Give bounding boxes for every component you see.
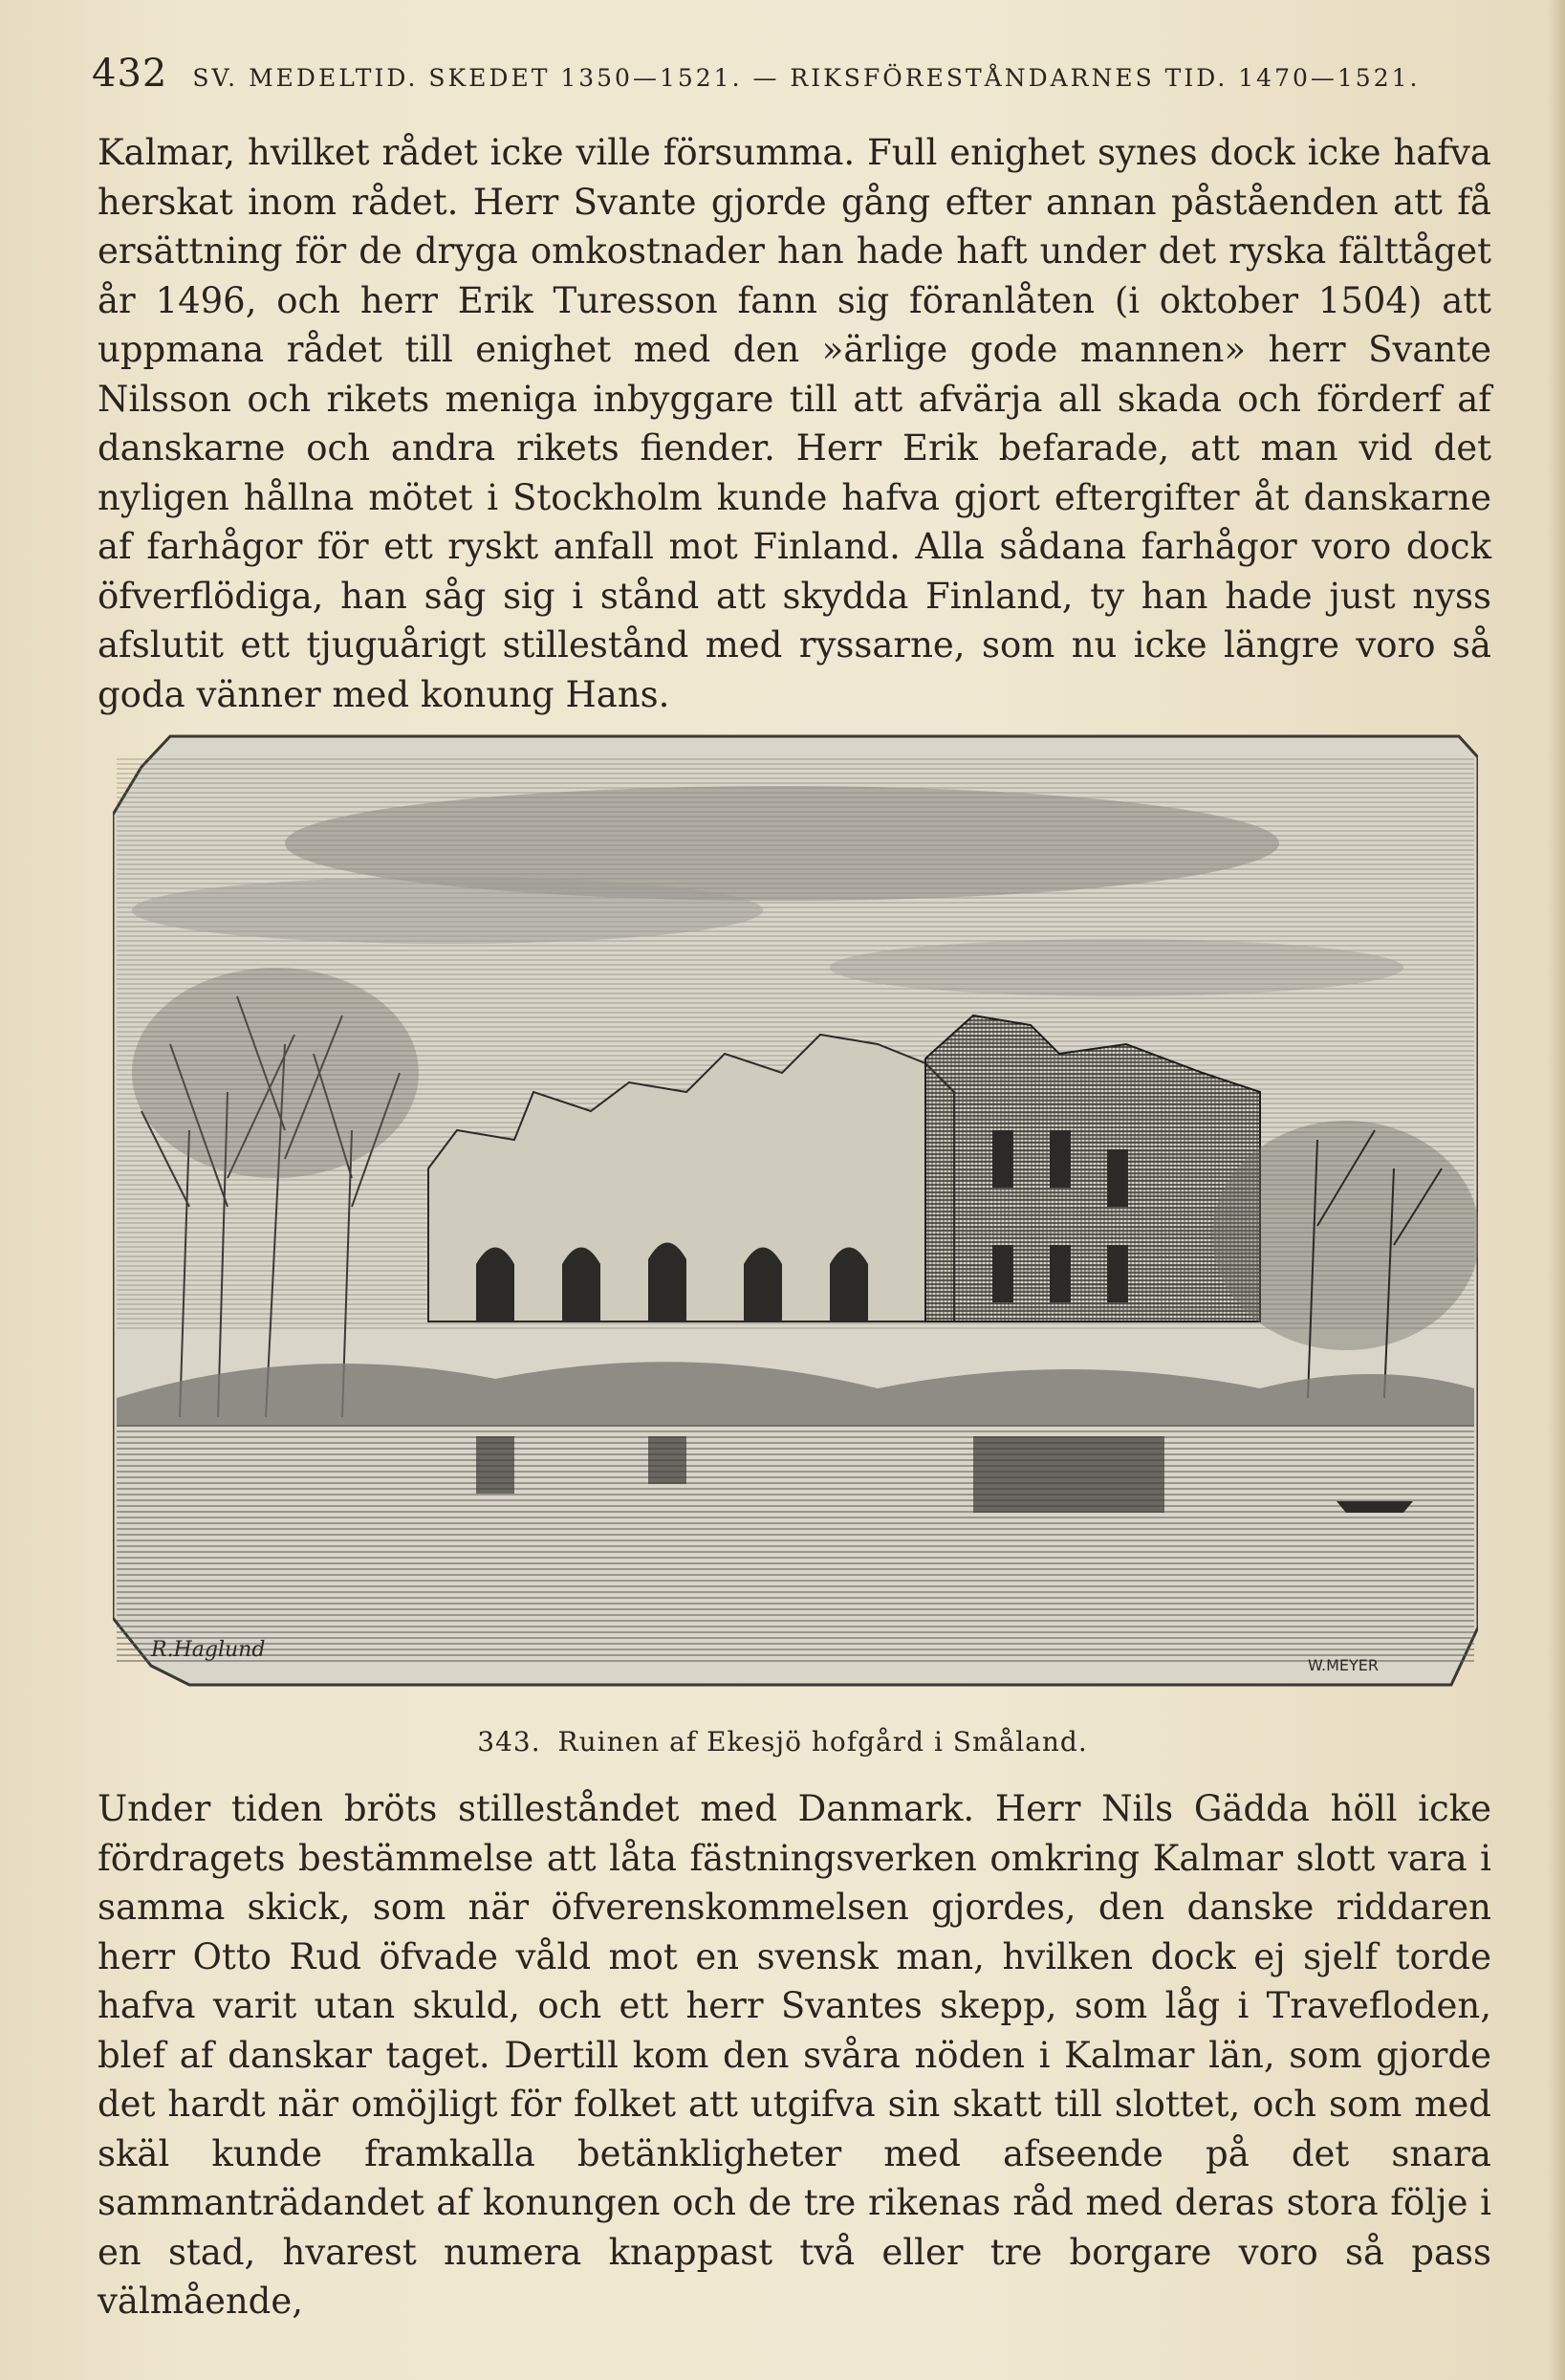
paragraph-1-text: Kalmar, hvilket rådet icke ville försumma. Full enighet synes dock icke hafva herskat inom rådet. Herr Svante gjorde gång efter annan påståenden att få ersättning för de dryga omkostnader han hade haft under det ryska fälttåget år 1496, och herr Erik Turesson fann sig föranlåten (i oktober 1504) att uppmana rådet till enighet med den »ärlige gode mannen» herr Svante Nilsson och rikets meniga inbyggare till att afvärja all skada och förderf af danskarne och andra rikets fiender. Herr Erik befarade, att man vid det nyligen hållna mötet i Stockholm kunde hafva gjort eftergifter åt danskarne af farhågor för ett ryskt anfall mot Finland. Alla sådana farhågor voro dock öfverflödiga, han såg sig i stånd att skydda Finland, ty han hade just nyss afslutit ett tjuguårigt stillestånd med ryssarne, som nu icke längre voro så goda vänner med konung Hans. (98, 132, 1491, 715)
page-number: 432 (92, 52, 168, 96)
engraving-figure (113, 729, 1478, 1696)
paragraph-2-text: Under tiden bröts stilleståndet med Danmark. Herr Nils Gädda höll icke fördragets bestämmelse att låta fästningsverken omkring Kalmar slott vara i samma skick, som när öfverenskommelsen gjordes, den danske riddaren herr Otto Rud öfvade våld mot en svensk man, hvilken dock ej sjelf torde hafva varit utan skuld, och ett herr Svantes skepp, som låg i Travefloden, blef af danskar taget. Dertill kom den svåra nöden i Kalmar län, som gjorde det hardt när omöjligt för folket att utgifva sin skatt till slottet, och som med skäl kunde framkalla betänkligheter med afseende på det snara sammanträdandet af konungen och de tre rikenas råd med deras stora följe i en stad, hvarest numera knappast två eller tre borgare voro så pass välmående, (98, 1788, 1491, 2322)
engraver-signature-right: W.MEYER (1308, 1656, 1379, 1674)
ruin-engraving (113, 729, 1478, 1696)
figure-caption-text: Ruinen af Ekesjö hofgård i Småland. (557, 1726, 1088, 1758)
engraver-signature-left: R.Haglund (151, 1638, 266, 1662)
figure-number: 343. (477, 1726, 541, 1758)
paragraph-1 (98, 128, 1491, 719)
figure-caption (0, 1726, 1565, 1758)
page-header (92, 52, 1488, 109)
paragraph-2 (98, 1784, 1491, 2326)
page-edge-shadow (1548, 0, 1565, 2380)
running-head: SV. MEDELTID. SKEDET 1350—1521. — RIKSFÖRESTÅNDARNES TID. 1470—1521. (192, 64, 1421, 92)
